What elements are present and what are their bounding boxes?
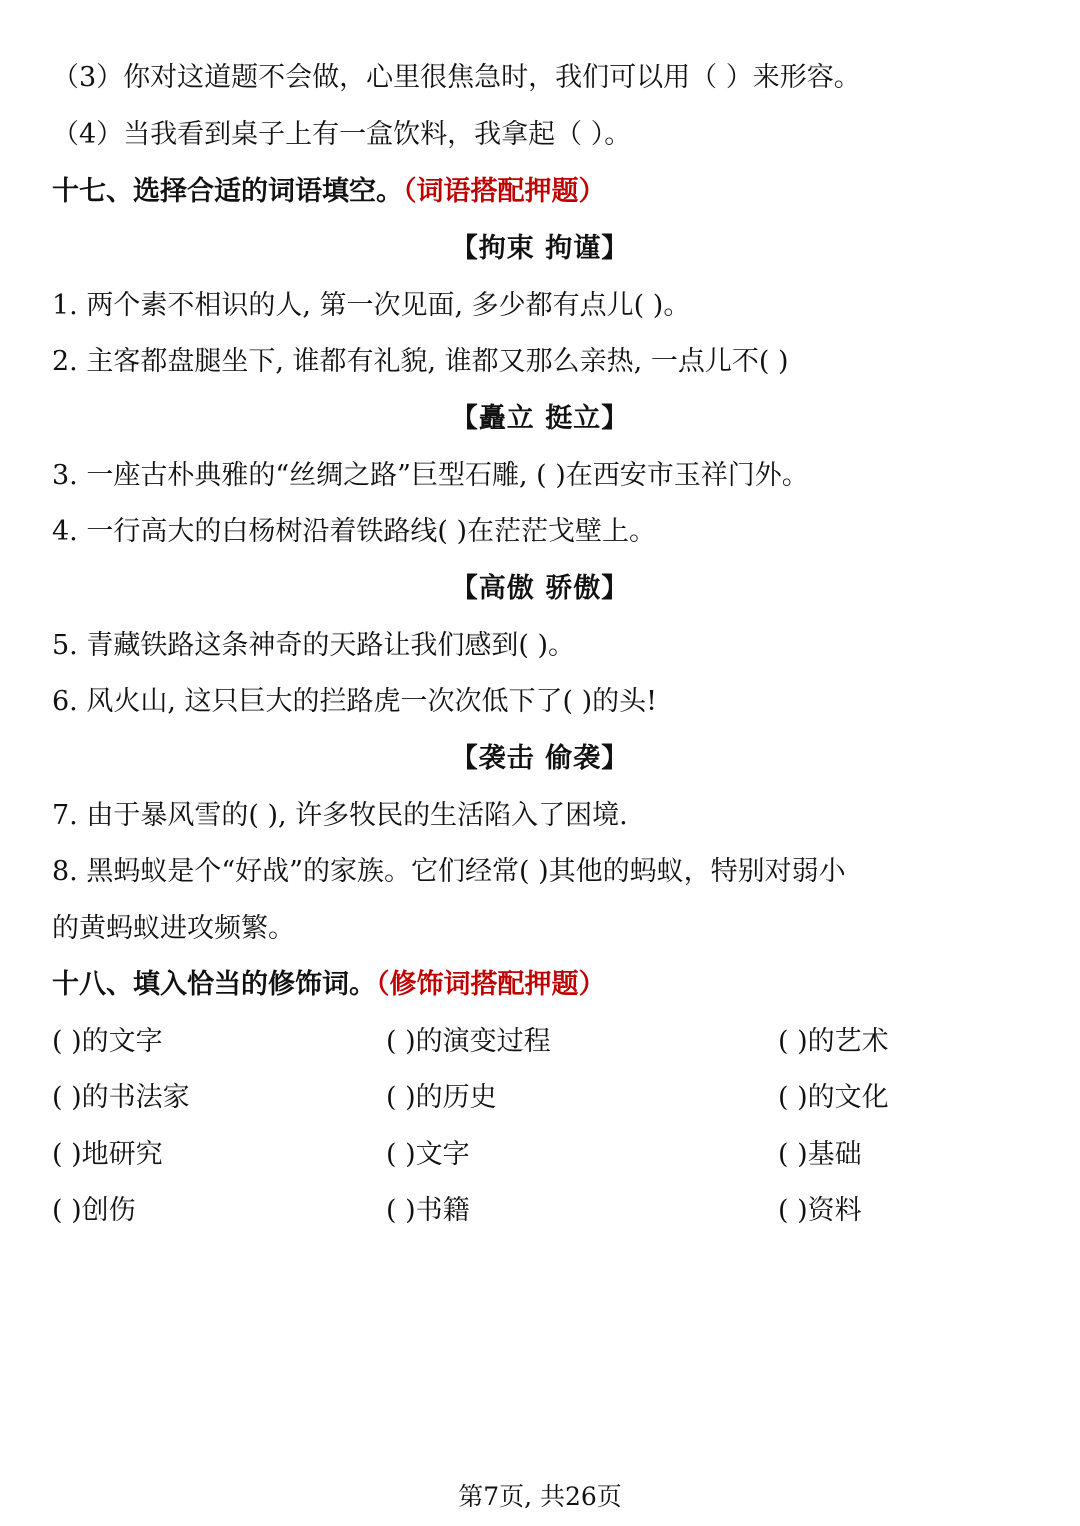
word-choice-group-3: 【高傲 骄傲】 — [450, 573, 630, 604]
modifier-cell: ( )的书法家 — [52, 1082, 190, 1113]
modifier-cell: ( )文字 — [386, 1139, 470, 1170]
section-18-tag: （修饰词搭配押题） — [376, 969, 606, 1000]
fill-item-7: 7. 由于暴风雪的( ), 许多牧民的生活陷入了困境. — [52, 800, 628, 831]
section-18-heading — [52, 965, 1028, 1005]
modifier-cell: ( )书籍 — [386, 1195, 470, 1226]
fill-item-8: 8. 黑蚂蚁是个“好战”的家族。它们经常( )其他的蚂蚁，特别对弱小 — [52, 856, 846, 887]
modifier-cell: ( )基础 — [778, 1139, 862, 1170]
section-17-heading — [52, 172, 1028, 212]
section-18-title: 十八、填入恰当的修饰词。 — [52, 969, 376, 1000]
modifier-cell: ( )的艺术 — [778, 1026, 889, 1057]
fill-item-8-continued: 的黄蚂蚁进攻频繁。 — [52, 913, 295, 944]
fill-item-6: 6. 风火山, 这只巨大的拦路虎一次次低下了( )的头! — [52, 686, 658, 717]
section-17-tag: （词语搭配押题） — [403, 176, 606, 207]
fill-item-4: 4. 一行高大的白杨树沿着铁路线( )在茫茫戈壁上。 — [52, 516, 656, 547]
modifier-cell: ( )的演变过程 — [386, 1026, 551, 1057]
modifier-cell: ( )的文字 — [52, 1026, 163, 1057]
modifier-cell: ( )的文化 — [778, 1082, 889, 1113]
modifier-cell: ( )创伤 — [52, 1195, 136, 1226]
modifier-cell: ( )地研究 — [52, 1139, 163, 1170]
fill-item-3: 3. 一座古朴典雅的“丝绸之路”巨型石雕, ( )在西安市玉祥门外。 — [52, 460, 809, 491]
question-4: （4）当我看到桌子上有一盒饮料，我拿起（ ）。 — [52, 119, 632, 150]
fill-item-2: 2. 主客都盘腿坐下, 谁都有礼貌, 谁都又那么亲热, 一点儿不( ) — [52, 346, 789, 377]
word-choice-group-2: 【矗立 挺立】 — [450, 403, 630, 434]
fill-item-5: 5. 青藏铁路这条神奇的天路让我们感到( )。 — [52, 630, 575, 661]
modifier-cell: ( )资料 — [778, 1195, 862, 1226]
modifier-cell: ( )的历史 — [386, 1082, 497, 1113]
question-3: （3）你对这道题不会做，心里很焦急时，我们可以用（ ）来形容。 — [52, 62, 861, 93]
word-choice-group-4: 【袭击 偷袭】 — [450, 743, 630, 774]
page-number-footer: 第7页, 共26页 — [458, 1482, 622, 1511]
fill-item-1: 1. 两个素不相识的人, 第一次见面, 多少都有点儿( )。 — [52, 290, 691, 321]
word-choice-group-1: 【拘束 拘谨】 — [450, 233, 630, 264]
section-17-title: 十七、选择合适的词语填空。 — [52, 176, 403, 207]
